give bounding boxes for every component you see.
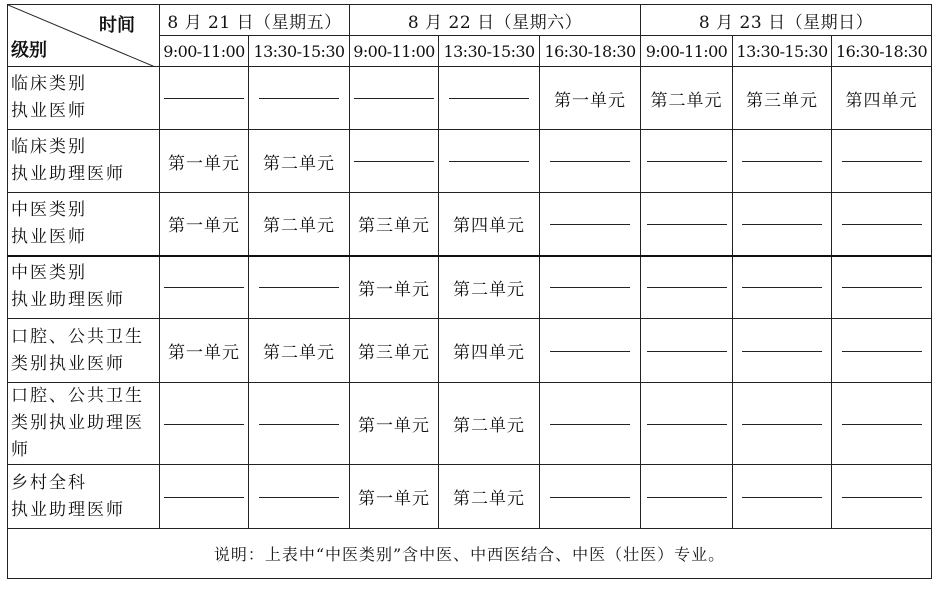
unit-cell: 第二单元 [439,383,540,465]
empty-cell [641,465,733,529]
row-header-line: 执业医师 [11,101,87,121]
dash-placeholder [164,424,244,425]
empty-cell [160,256,249,319]
dash-placeholder [550,224,630,225]
empty-cell [641,193,733,256]
dash-placeholder [449,98,529,99]
row-header [8,383,160,465]
unit-cell: 第三单元 [733,67,832,130]
unit-cell: 第一单元 [160,193,249,256]
table-row [8,465,932,529]
slot-header: 9:00-11:00 [350,36,439,67]
unit-cell: 第三单元 [350,319,439,383]
row-header-line: 临床类别 [11,137,87,157]
row-header-line: 执业助理医师 [11,290,125,311]
row-header [8,256,160,319]
empty-cell [249,67,350,130]
slot-header: 16:30-18:30 [832,36,932,67]
empty-cell [832,130,932,193]
dash-placeholder [647,497,727,498]
empty-cell [641,319,733,383]
unit-cell: 第一单元 [160,130,249,193]
slot-header: 9:00-11:00 [641,36,733,67]
row-header-line: 类别执业医师 [11,353,125,374]
slot-header: 9:00-11:00 [160,36,249,67]
dash-placeholder [164,497,244,498]
empty-cell [350,130,439,193]
dash-placeholder [647,287,727,288]
unit-cell: 第二单元 [249,130,350,193]
dash-placeholder [550,351,630,352]
row-header-line: 口腔、公共卫生 [11,386,144,406]
unit-cell: 第四单元 [439,319,540,383]
row-header-line: 执业医师 [11,226,87,247]
dash-placeholder [742,224,822,225]
dash-placeholder [842,497,922,498]
slot-header: 13:30-15:30 [249,36,350,67]
table-row [8,256,932,319]
empty-cell [540,130,641,193]
empty-cell [540,465,641,529]
row-header [8,67,160,130]
slot-header: 13:30-15:30 [733,36,832,67]
header-corner-cell [8,5,160,67]
row-header [8,130,160,193]
empty-cell [540,383,641,465]
unit-cell: 第二单元 [641,67,733,130]
dash-placeholder [354,161,434,162]
row-header-line: 师 [11,440,30,460]
empty-cell [733,193,832,256]
dash-placeholder [842,424,922,425]
empty-cell [733,383,832,465]
time-label: 时间 [99,15,135,36]
empty-cell [160,383,249,465]
empty-cell [733,465,832,529]
row-header-line: 口腔、公共卫生 [11,326,144,347]
dash-placeholder [647,424,727,425]
exam-schedule-table [7,4,932,579]
empty-cell [641,130,733,193]
unit-cell: 第二单元 [249,319,350,383]
unit-cell: 第一单元 [350,383,439,465]
unit-cell: 第二单元 [249,193,350,256]
empty-cell [160,67,249,130]
empty-cell [832,193,932,256]
unit-cell: 第一单元 [160,319,249,383]
row-header-line: 中医类别 [11,263,87,284]
empty-cell [733,319,832,383]
row-header-line: 乡村全科 [11,472,87,493]
dash-placeholder [259,424,339,425]
dash-placeholder [647,351,727,352]
unit-cell: 第三单元 [350,193,439,256]
dash-placeholder [842,224,922,225]
date-aug-22: 8 月 22 日（星期六） [350,5,641,36]
empty-cell [540,256,641,319]
dash-placeholder [842,287,922,288]
dash-placeholder [259,497,339,498]
date-aug-23: 8 月 23 日（星期日） [641,5,932,36]
dash-placeholder [164,287,244,288]
dash-placeholder [842,161,922,162]
dash-placeholder [550,424,630,425]
empty-cell [832,465,932,529]
dash-placeholder [550,287,630,288]
unit-cell: 第一单元 [350,256,439,319]
unit-cell: 第一单元 [540,67,641,130]
table-row [8,67,932,130]
dash-placeholder [164,98,244,99]
row-header-line: 执业助理医师 [11,164,125,184]
dash-placeholder [647,224,727,225]
slot-header: 16:30-18:30 [540,36,641,67]
row-header-line: 执业助理医师 [11,499,125,520]
table-row [8,383,932,465]
table-row [8,319,932,383]
empty-cell [160,465,249,529]
dash-placeholder [550,497,630,498]
dash-placeholder [259,287,339,288]
empty-cell [249,383,350,465]
dash-placeholder [647,161,727,162]
table-row [8,130,932,193]
empty-cell [249,465,350,529]
table-row [8,193,932,256]
empty-cell [832,256,932,319]
slot-header: 13:30-15:30 [439,36,540,67]
row-header-line: 类别执业助理医 [11,413,144,433]
unit-cell: 第二单元 [439,256,540,319]
row-header [8,465,160,529]
row-header-line: 临床类别 [11,74,87,94]
row-header [8,319,160,383]
empty-cell [350,67,439,130]
empty-cell [439,67,540,130]
unit-cell: 第四单元 [832,67,932,130]
dash-placeholder [550,161,630,162]
empty-cell [733,130,832,193]
empty-cell [641,256,733,319]
dash-placeholder [259,98,339,99]
row-header-line: 中医类别 [11,199,87,220]
dash-placeholder [354,98,434,99]
empty-cell [733,256,832,319]
dash-placeholder [742,497,822,498]
dash-placeholder [742,351,822,352]
unit-cell: 第一单元 [350,465,439,529]
table-note: 说明：上表中“中医类别”含中医、中西医结合、中医（壮医）专业。 [8,529,932,579]
empty-cell [832,383,932,465]
empty-cell [540,193,641,256]
empty-cell [439,130,540,193]
empty-cell [540,319,641,383]
unit-cell: 第二单元 [439,465,540,529]
dash-placeholder [742,424,822,425]
dash-placeholder [842,351,922,352]
date-aug-21: 8 月 21 日（星期五） [160,5,350,36]
empty-cell [249,256,350,319]
level-label: 级别 [11,40,47,61]
empty-cell [641,383,733,465]
empty-cell [832,319,932,383]
dash-placeholder [742,287,822,288]
unit-cell: 第四单元 [439,193,540,256]
dash-placeholder [742,161,822,162]
dash-placeholder [449,161,529,162]
row-header [8,193,160,256]
